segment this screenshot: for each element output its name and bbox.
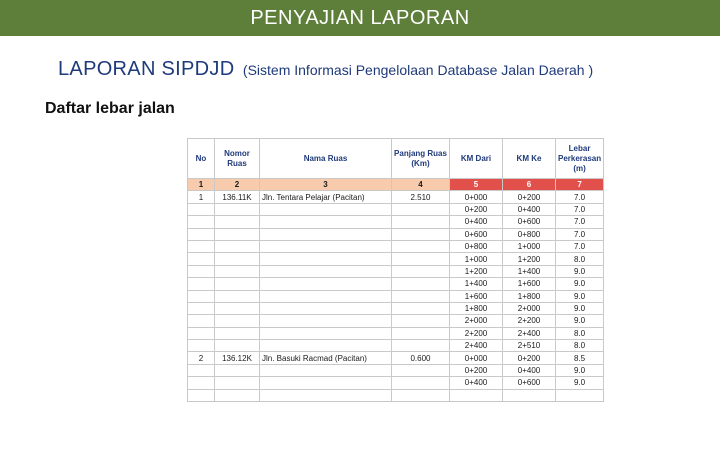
table-cell: 2+000 [503, 302, 556, 314]
table-cell [392, 315, 450, 327]
table-cell [260, 216, 392, 228]
column-number: 7 [556, 179, 604, 191]
table-cell [392, 377, 450, 389]
banner-title: PENYAJIAN LAPORAN [250, 7, 470, 29]
table-cell: 1+600 [503, 278, 556, 290]
table-cell: 1+200 [503, 253, 556, 265]
table-cell: 9.0 [556, 290, 604, 302]
table-cell: 0+800 [503, 228, 556, 240]
table-cell: 8.0 [556, 340, 604, 352]
header-row [188, 139, 604, 179]
column-number-row [188, 179, 604, 191]
table-row [188, 377, 604, 389]
table-cell [392, 253, 450, 265]
table-cell: 0+600 [450, 228, 503, 240]
table-cell: 1+000 [450, 253, 503, 265]
table-cell [260, 302, 392, 314]
table-cell: 7.0 [556, 203, 604, 215]
table-cell [392, 364, 450, 376]
table-cell: 0+200 [503, 352, 556, 364]
table-cell: 7.0 [556, 216, 604, 228]
table-cell: 0.600 [392, 352, 450, 364]
table-cell [188, 253, 215, 265]
table-row [188, 265, 604, 277]
table-cell [188, 340, 215, 352]
table-cell [188, 290, 215, 302]
table-cell [188, 278, 215, 290]
table-cell [188, 265, 215, 277]
table-cell [215, 203, 260, 215]
table-cell [215, 216, 260, 228]
table-cell: 1+800 [503, 290, 556, 302]
table-cell: 2+200 [503, 315, 556, 327]
column-header: No [188, 139, 215, 179]
table-cell: 8.0 [556, 327, 604, 339]
table-cell: 1+800 [450, 302, 503, 314]
section-label: Daftar lebar jalan [45, 100, 175, 117]
table-cell: 0+200 [450, 364, 503, 376]
table-cell: 9.0 [556, 278, 604, 290]
table-cell [188, 228, 215, 240]
table-row [188, 290, 604, 302]
table-cell [260, 240, 392, 252]
table-row [188, 340, 604, 352]
table-cell: 2.510 [392, 191, 450, 203]
table-cell [260, 265, 392, 277]
table-cell: 2 [188, 352, 215, 364]
table-cell: 1+400 [450, 278, 503, 290]
table-cell [392, 228, 450, 240]
table-cell [215, 265, 260, 277]
table-row [188, 364, 604, 376]
table-row [188, 203, 604, 215]
column-header: KM Ke [503, 139, 556, 179]
table-cell [188, 327, 215, 339]
table-cell [215, 364, 260, 376]
table-cell: 2+510 [503, 340, 556, 352]
table-cell: 1 [188, 191, 215, 203]
table-cell [188, 315, 215, 327]
column-header: Panjang Ruas (Km) [392, 139, 450, 179]
table-cell: 7.0 [556, 228, 604, 240]
table-cell [188, 377, 215, 389]
table-cell [215, 377, 260, 389]
table-cell: 0+400 [503, 203, 556, 215]
table-cell [260, 253, 392, 265]
table-row [188, 389, 604, 401]
table-cell [215, 228, 260, 240]
table-row [188, 302, 604, 314]
table-cell: 2+400 [450, 340, 503, 352]
table-row [188, 352, 604, 364]
table-cell: 7.0 [556, 240, 604, 252]
table-cell [260, 315, 392, 327]
table-cell [215, 278, 260, 290]
table-cell: Jln. Tentara Pelajar (Pacitan) [260, 191, 392, 203]
table-cell: 136.11K [215, 191, 260, 203]
table-cell [260, 203, 392, 215]
table-body [188, 179, 604, 402]
table-row [188, 327, 604, 339]
table-row [188, 216, 604, 228]
table-cell: 9.0 [556, 315, 604, 327]
slide-banner [0, 0, 720, 36]
table-cell [260, 377, 392, 389]
table-cell: 0+200 [503, 191, 556, 203]
table-cell: 1+200 [450, 265, 503, 277]
table-cell [215, 253, 260, 265]
table-row [188, 315, 604, 327]
table-cell [188, 364, 215, 376]
table-cell: 136.12K [215, 352, 260, 364]
table-cell: 0+000 [450, 191, 503, 203]
table-cell: 0+400 [503, 364, 556, 376]
table-cell [392, 203, 450, 215]
column-header: Lebar Perkerasan (m) [556, 139, 604, 179]
table-cell [215, 315, 260, 327]
table-cell: 2+000 [450, 315, 503, 327]
table-cell [215, 290, 260, 302]
table-cell [392, 290, 450, 302]
column-number: 2 [215, 179, 260, 191]
table-header [188, 139, 604, 179]
table-cell: 8.5 [556, 352, 604, 364]
table-cell [215, 302, 260, 314]
column-header: KM Dari [450, 139, 503, 179]
table-cell [260, 278, 392, 290]
column-number: 4 [392, 179, 450, 191]
table-cell [260, 340, 392, 352]
subtitle-main: LAPORAN SIPDJD [58, 58, 235, 80]
table-cell [260, 228, 392, 240]
table-cell: 2+200 [450, 327, 503, 339]
table-cell: 9.0 [556, 377, 604, 389]
table-cell: 0+200 [450, 203, 503, 215]
table-cell: 2+400 [503, 327, 556, 339]
table-row [188, 228, 604, 240]
table-cell: 0+000 [450, 352, 503, 364]
column-number: 3 [260, 179, 392, 191]
table-cell [392, 240, 450, 252]
table-cell [188, 389, 215, 401]
table-cell [392, 302, 450, 314]
table-cell [215, 389, 260, 401]
table-cell [188, 203, 215, 215]
table-cell [215, 340, 260, 352]
table-cell [188, 302, 215, 314]
table-cell: 0+400 [450, 377, 503, 389]
column-header: Nama Ruas [260, 139, 392, 179]
table-cell: 8.0 [556, 253, 604, 265]
table-cell: 7.0 [556, 191, 604, 203]
table-cell [450, 389, 503, 401]
table-cell: 0+600 [503, 377, 556, 389]
subtitle-expansion: (Sistem Informasi Pengelolaan Database Jalan Daerah ) [242, 62, 594, 78]
column-header: Nomor Ruas [215, 139, 260, 179]
table-cell [503, 389, 556, 401]
column-number: 1 [188, 179, 215, 191]
table-row [188, 253, 604, 265]
column-number: 5 [450, 179, 503, 191]
table-row [188, 191, 604, 203]
table-cell [260, 327, 392, 339]
table-cell: 0+800 [450, 240, 503, 252]
table-cell: 9.0 [556, 265, 604, 277]
table-cell [392, 265, 450, 277]
table-cell [392, 389, 450, 401]
report-subtitle [58, 58, 593, 81]
table-cell [392, 278, 450, 290]
table-cell: Jln. Basuki Racmad (Pacitan) [260, 352, 392, 364]
table-cell [188, 216, 215, 228]
table-row [188, 240, 604, 252]
table-cell: 1+600 [450, 290, 503, 302]
table-cell: 1+400 [503, 265, 556, 277]
table-cell [188, 240, 215, 252]
table-cell [556, 389, 604, 401]
table-cell: 1+000 [503, 240, 556, 252]
table-cell: 0+400 [450, 216, 503, 228]
table-cell [260, 290, 392, 302]
column-number: 6 [503, 179, 556, 191]
table-cell: 9.0 [556, 364, 604, 376]
table-cell: 0+600 [503, 216, 556, 228]
road-width-table [187, 138, 604, 402]
table-cell [392, 216, 450, 228]
table-cell [392, 340, 450, 352]
table-cell [392, 327, 450, 339]
table-cell [215, 240, 260, 252]
table-cell [215, 327, 260, 339]
table-cell: 9.0 [556, 302, 604, 314]
table-cell [260, 389, 392, 401]
table-row [188, 278, 604, 290]
table-cell [260, 364, 392, 376]
